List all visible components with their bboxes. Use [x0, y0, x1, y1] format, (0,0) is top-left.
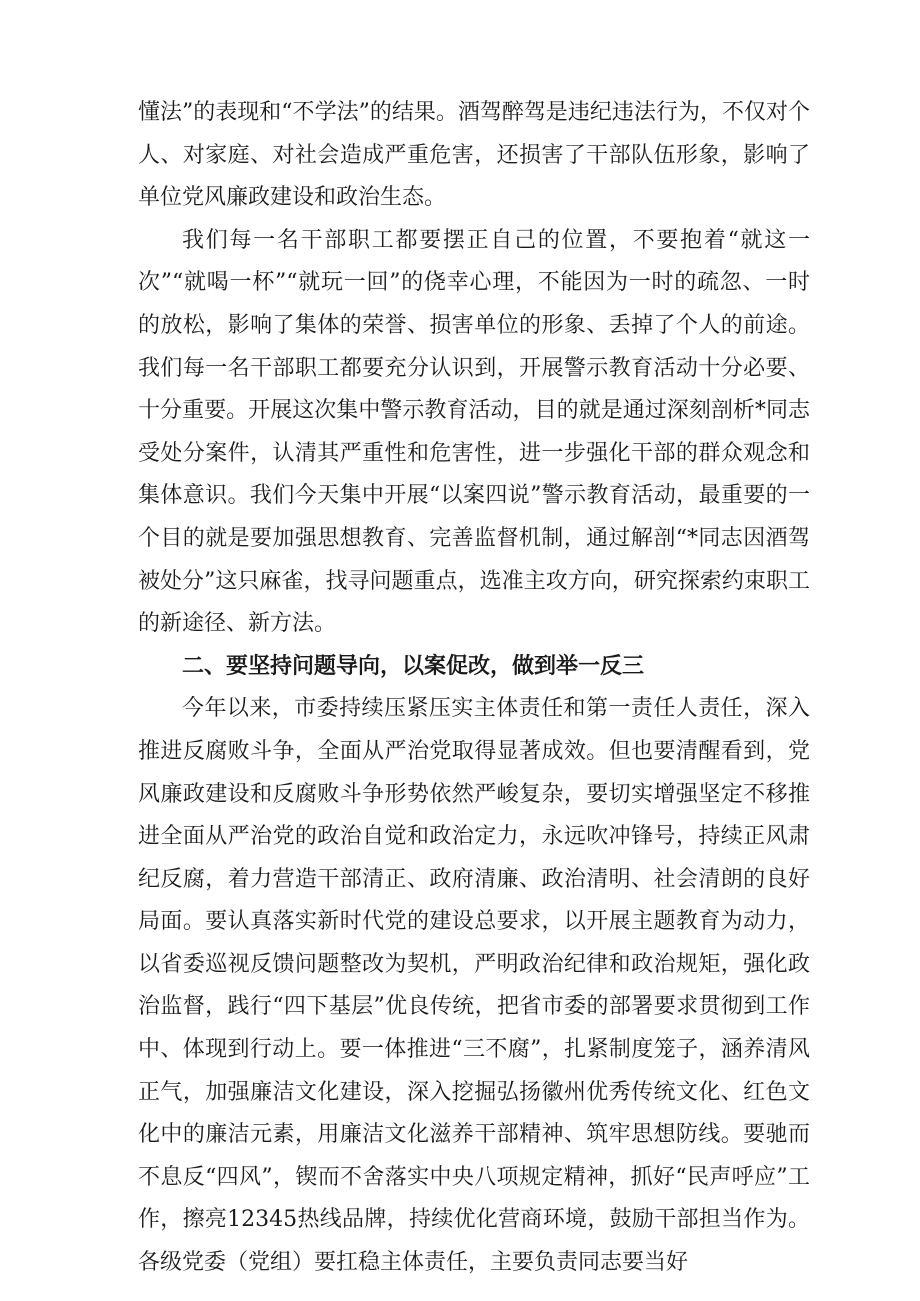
paragraph-party-governance: 今年以来，市委持续压紧压实主体责任和第一责任人责任，深入推进反腐败斗争，全面从严治党取得显著成效。但也要清醒看到，党风廉政建设和反腐败斗争形势依然严峻复杂，要切实增强坚定不移推进全面从严治党的政治自觉和政治定力，永远吹冲锋号，持续正风肃纪反腐，着力营造干部清正、政府清廉、政治清明、社会清朗的良好局面。要认真落实新时代党的建设总要求，以开展主题教育为动力，以省委巡视反馈问题整改为契机，严明政治纪律和政治规矩，强化政治监督，践行“四下基层”优良传统，把省市委的部署要求贯彻到工作中、体现到行动上。要一体推进“三不腐”，扎紧制度笼子，涵养清风正气，加强廉洁文化建设，深入挖掘弘扬徽州优秀传统文化、红色文化中的廉洁元素，用廉洁文化滋养干部精神、筑牢思想防线。要驰而不息反“四风”，锲而不舍落实中央八项规定精神，抓好“民声呼应”工作，擦亮12345热线品牌，持续优化营商环境，鼓励干部担当作为。各级党委（党组）要扛稳主体责任，主要负责同志要当好	[138, 696, 810, 1276]
document-body	[138, 92, 810, 1285]
paragraph-continuation: 懂法”的表现和“不学法”的结果。酒驾醉驾是违纪违法行为，不仅对个人、对家庭、对社会造成严重危害，还损害了干部队伍形象，影响了单位党风廉政建设和政治生态。	[138, 100, 810, 211]
section-heading: 二、要坚持问题导向，以案促改，做到举一反三	[182, 653, 645, 679]
paragraph-warning-education: 我们每一名干部职工都要摆正自己的位置，不要抱着“就这一次”“就喝一杯”“就玩一回”的侥幸心理，不能因为一时的疏忽、一时的放松，影响了集体的荣誉、损害单位的形象、丢掉了个人的前途。我们每一名干部职工都要充分认识到，开展警示教育活动十分必要、十分重要。开展这次集中警示教育活动，目的就是通过深刻剖析*同志受处分案件，认清其严重性和危害性，进一步强化干部的群众观念和集体意识。我们今天集中开展“以案四说”警示教育活动，最重要的一个目的就是要加强思想教育、完善监督机制，通过解剖“*同志因酒驾被处分”这只麻雀，找寻问题重点，选准主攻方向，研究探索约束职工的新途径、新方法。	[138, 227, 810, 637]
